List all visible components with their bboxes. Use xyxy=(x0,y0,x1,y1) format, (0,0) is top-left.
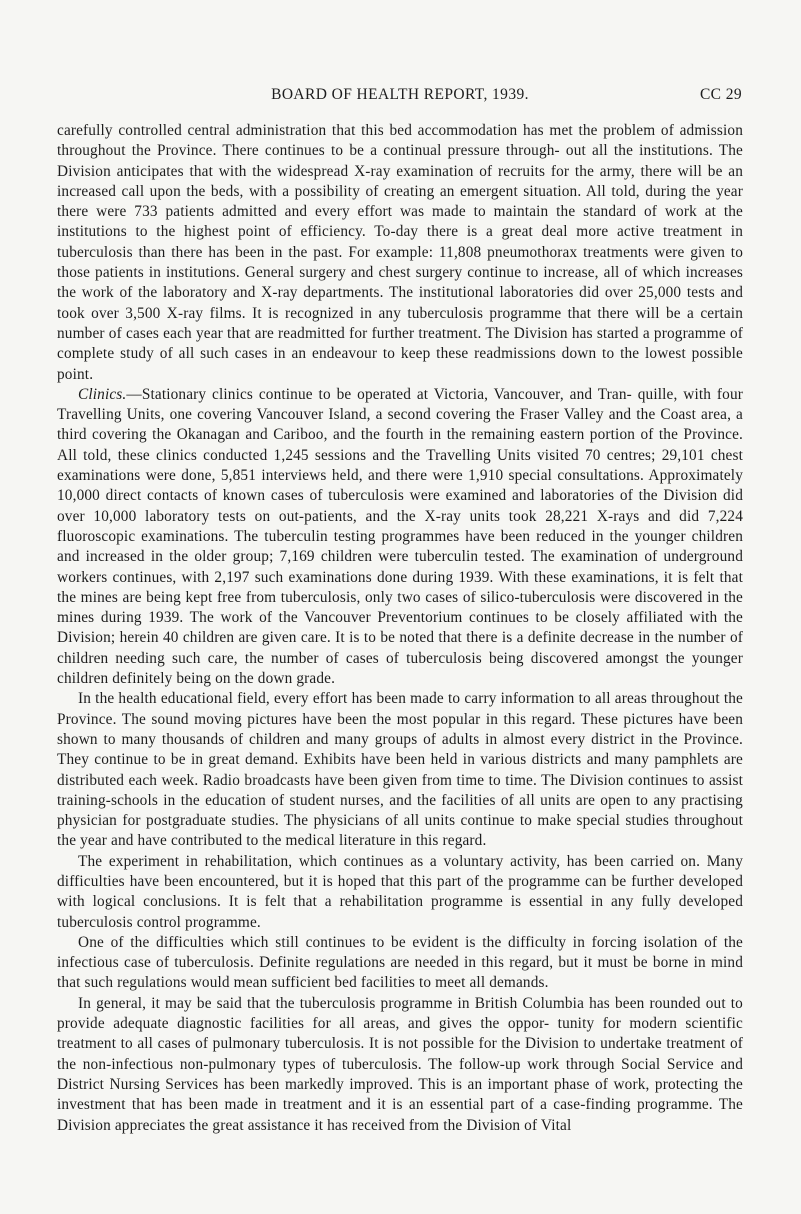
paragraph-text: carefully controlled central administration that this bed accommodation has met the problem of admission throughout the Province. There continues to be a continual pressure through- out all the institutions. The Division anticipates that with the widespread X-ray examination of recruits for the army, there will be an increased call upon the beds, with a possibility of creating an emergent situation. All told, during the year there were 733 patients admitted and every effort was made to maintain the standard of work at the institutions to the highest point of efficiency. To-day there is a great deal more active treatment in tuberculosis than there has been in the past. For example: 11,808 pneumothorax treatments were given to those patients in institutions. General surgery and chest surgery continue to increase, all of which increases the work of the laboratory and X-ray departments. The institutional laboratories did over 25,000 tests and took over 3,500 X-ray films. It is recognized in any tuberculosis programme that there will be a certain number of cases each year that are readmitted for further treatment. The Division has started a programme of complete study of all such cases in an endeavour to keep these readmissions down to the lowest possible point. xyxy=(57,122,743,383)
page-number: CC 29 xyxy=(699,86,742,103)
paragraph-health-education xyxy=(57,689,743,851)
section-heading-clinics: Clinics. xyxy=(78,385,127,403)
paragraph-general xyxy=(57,994,743,1136)
paragraph-rehabilitation xyxy=(57,852,743,933)
report-title: BOARD OF HEALTH REPORT, 1939. xyxy=(271,86,529,103)
running-header xyxy=(58,86,742,108)
paragraph-text: One of the difficulties which still continues to be evident is the difficulty in forcing isolation of the infectious case of tuberculosis. Definite regulations are needed in this regard, but it must be borne in mind that such regulations would mean sufficient bed facilities to meet all demands. xyxy=(57,933,743,992)
paragraph-text: In general, it may be said that the tuberculosis programme in British Columbia has been rounded out to provide adequate diagnostic facilities for all areas, and gives the oppor- tunity for modern scientific treatment to all cases of pulmonary tuberculosis. It is not possible for the Division to undertake treatment of the non-infectious non-pulmonary types of tuberculosis. The follow-up work through Social Service and District Nursing Services has been markedly improved. This is an important phase of work, protecting the investment that has been made in treatment and it is an essential part of a case-finding programme. The Division appreciates the great assistance it has received from the Division of Vital xyxy=(57,994,743,1134)
paragraph-isolation xyxy=(57,933,743,994)
paragraph-1 xyxy=(57,121,743,385)
paragraph-text: —Stationary clinics continue to be operated at Victoria, Vancouver, and Tran- quille, with four Travelling Units, one covering Vancouver Island, a second covering the Fraser Valley and the Coast area, a third covering the Okanagan and Cariboo, and the fourth in the remaining eastern portion of the Province. All told, these clinics conducted 1,245 sessions and the Travelling Units visited 70 centres; 29,101 chest examinations were done, 5,851 interviews held, and there were 1,910 special consultations. Approximately 10,000 direct contacts of known cases of tuberculosis were examined and laboratories of the Division did over 10,000 laboratory tests on out-patients, and the X-ray units took 28,221 X-rays and did 7,224 fluoroscopic examinations. The tuberculin testing programmes have been reduced in the younger children and increased in the older group; 7,169 children were tuberculin tested. The examination of underground workers continues, with 2,197 such examinations done during 1939. With these examinations, it is felt that the mines are being kept free from tuberculosis, only two cases of silico-tuberculosis were discovered in the mines during 1939. The work of the Vancouver Preventorium continues to be closely affiliated with the Division; herein 40 children are given care. It is to be noted that there is a definite decrease in the number of children needing such care, the number of cases of tuberculosis being discovered amongst the younger children definitely being on the down grade. xyxy=(57,385,743,688)
paragraph-text: The experiment in rehabilitation, which continues as a voluntary activity, has been carried on. Many difficulties have been encountered, but it is hoped that this part of the programme can be further developed with logical conclusions. It is felt that a rehabilitation programme is essential in any fully developed tuberculosis control programme. xyxy=(57,852,743,931)
body-text xyxy=(57,121,743,1136)
paragraph-clinics xyxy=(57,385,743,689)
paragraph-text: In the health educational field, every effort has been made to carry information to all areas throughout the Province. The sound moving pictures have been the most popular in this regard. These pictures have been shown to many thousands of children and many groups of adults in almost every district in the Province. They continue to be in great demand. Exhibits have been held in various districts and many pamphlets are distributed each week. Radio broadcasts have been given from time to time. The Division continues to assist training-schools in the education of student nurses, and the facilities of all units are open to any practising physician for postgraduate studies. The physicians of all units continue to make special studies throughout the year and have contributed to the medical literature in this regard. xyxy=(57,690,743,850)
